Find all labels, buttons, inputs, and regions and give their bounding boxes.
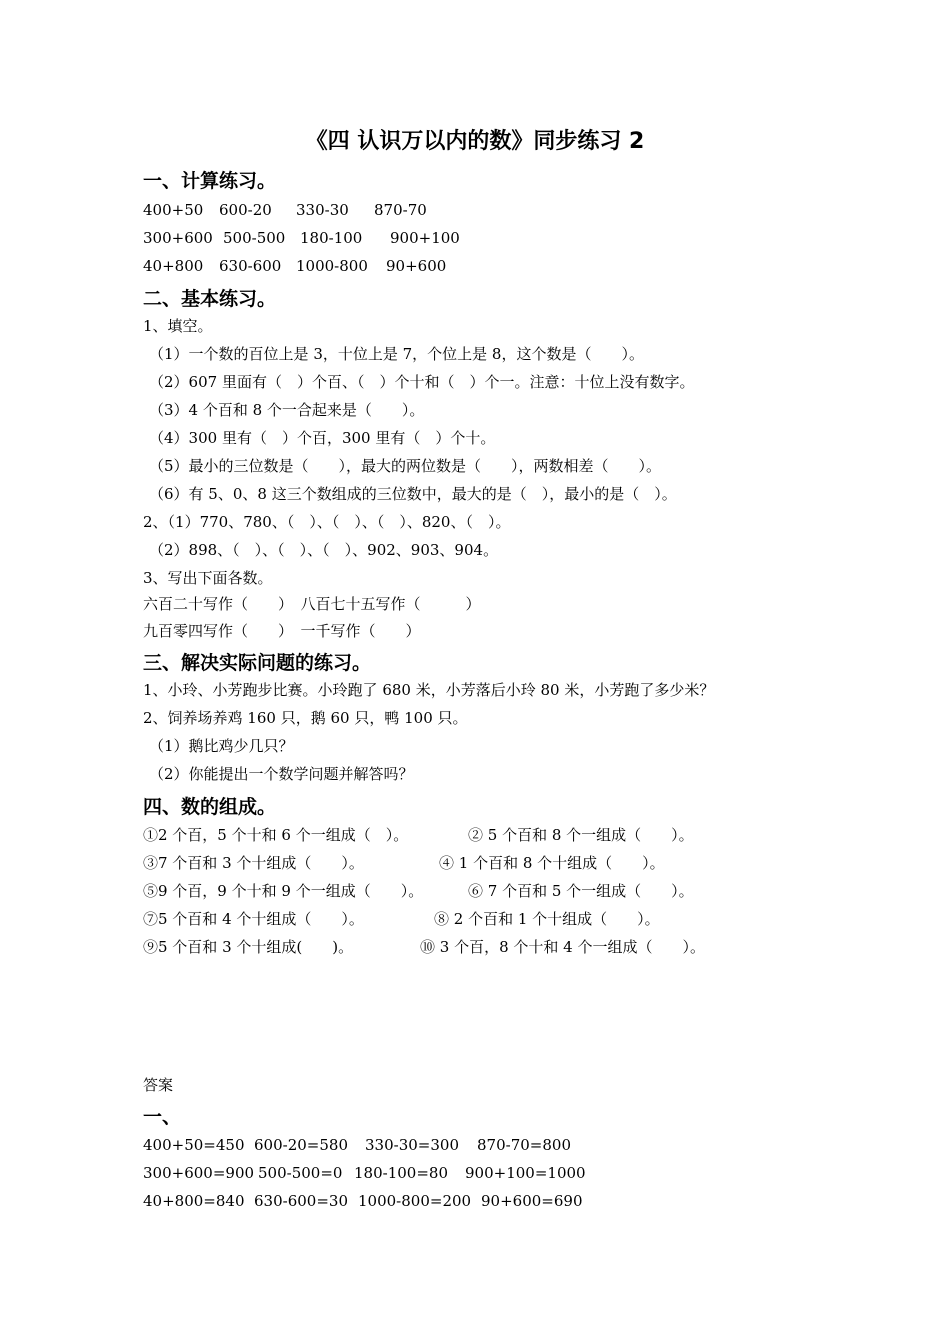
answer-item: 500-500=0 [258, 1164, 343, 1182]
answer-item: 90+600=690 [481, 1192, 583, 1210]
answer-item: 630-600=30 [254, 1192, 348, 1210]
calc-row-3 [143, 256, 446, 276]
fill-blank-item: （5）最小的三位数是（ ），最大的两位数是（ ），两数相差（ ）。 [149, 457, 662, 475]
answers-label: 答案 [143, 1076, 174, 1094]
calc-item: 1000-800 [296, 257, 368, 275]
calc-item: 400+50 [143, 201, 204, 219]
composition-item: ④ 1 个百和 8 个十组成（ ）。 [439, 854, 665, 872]
answer-row [143, 1191, 582, 1211]
answer-item: 180-100=80 [354, 1164, 448, 1182]
write-numbers-line-1: 六百二十写作（ ） 八百七十五写作（ ） [143, 595, 481, 613]
composition-row [143, 909, 660, 929]
answer-item: 330-30=300 [365, 1136, 459, 1154]
answer-item: 400+50=450 [143, 1136, 245, 1154]
calc-item: 900+100 [390, 229, 460, 247]
page-title: 《四 认识万以内的数》同步练习 2 [305, 129, 645, 154]
section-1-heading: 一、计算练习。 [143, 170, 277, 192]
sequence-line-1: 2、（1）770、780、（ ）、（ ）、（ ）、820、（ ）。 [143, 513, 511, 531]
answer-row [143, 1135, 571, 1155]
calc-row-2 [143, 228, 460, 248]
write-numbers-title: 3、写出下面各数。 [143, 569, 273, 587]
fill-blank-item: （2）607 里面有（ ）个百、（ ）个十和（ ）个一。注意：十位上没有数字。 [149, 373, 695, 391]
fill-blank-title: 1、填空。 [143, 317, 213, 335]
word-problem-line: 2、饲养场养鸡 160 只，鹅 60 只，鸭 100 只。 [143, 709, 468, 727]
fill-blank-item: （1）一个数的百位上是 3，十位上是 7，个位上是 8，这个数是（ ）。 [149, 345, 644, 363]
answer-item: 600-20=580 [254, 1136, 348, 1154]
composition-item: ⑨5 个百和 3 个十组成( )。 [143, 938, 354, 956]
answer-row [143, 1163, 586, 1183]
word-problem-line: 1、小玲、小芳跑步比赛。小玲跑了 680 米，小芳落后小玲 80 米，小芳跑了多少米？ [143, 681, 715, 699]
section-2-heading: 二、基本练习。 [143, 288, 277, 310]
answer-item: 900+100=1000 [465, 1164, 586, 1182]
word-problem-line: （2）你能提出一个数学问题并解答吗？ [149, 765, 414, 783]
answer-item: 40+800=840 [143, 1192, 245, 1210]
calc-item: 330-30 [296, 201, 349, 219]
answer-item: 870-70=800 [477, 1136, 571, 1154]
calc-item: 90+600 [386, 257, 447, 275]
fill-blank-item: （3）4 个百和 8 个一合起来是（ ）。 [149, 401, 425, 419]
answer-item: 1000-800=200 [358, 1192, 472, 1210]
composition-row [143, 881, 694, 901]
calc-item: 500-500 [223, 229, 286, 247]
composition-item: ② 5 个百和 8 个一组成（ ）。 [468, 826, 694, 844]
composition-item: ⑩ 3 个百，8 个十和 4 个一组成（ ）。 [420, 938, 705, 956]
answer-item: 300+600=900 [143, 1164, 255, 1182]
calc-item: 40+800 [143, 257, 204, 275]
write-numbers-line-2: 九百零四写作（ ） 一千写作（ ） [143, 622, 421, 640]
fill-blank-item: （6）有 5、0、8 这三个数组成的三位数中，最大的是（ ），最小的是（ ）。 [149, 485, 677, 503]
section-4-heading: 四、数的组成。 [143, 796, 277, 818]
word-problem-line: （1）鹅比鸡少几只？ [149, 737, 294, 755]
composition-row [143, 937, 705, 957]
sequence-line-2: （2）898、（ ）、（ ）、（ ）、902、903、904。 [149, 541, 499, 559]
calc-item: 870-70 [374, 201, 427, 219]
section-3-heading: 三、解决实际问题的练习。 [143, 652, 372, 674]
composition-item: ⑦5 个百和 4 个十组成（ ）。 [143, 910, 364, 928]
composition-item: ③7 个百和 3 个十组成（ ）。 [143, 854, 364, 872]
composition-item: ⑤9 个百，9 个十和 9 个一组成（ ）。 [143, 882, 424, 900]
calc-item: 630-600 [219, 257, 282, 275]
fill-blank-item: （4）300 里有（ ）个百，300 里有（ ）个十。 [149, 429, 496, 447]
composition-item: ①2 个百，5 个十和 6 个一组成（ ）。 [143, 826, 409, 844]
calc-row-1 [143, 200, 427, 220]
composition-row [143, 825, 694, 845]
calc-item: 600-20 [219, 201, 272, 219]
composition-item: ⑥ 7 个百和 5 个一组成（ ）。 [468, 882, 694, 900]
calc-item: 300+600 [143, 229, 213, 247]
composition-row [143, 853, 665, 873]
composition-item: ⑧ 2 个百和 1 个十组成（ ）。 [434, 910, 660, 928]
calc-item: 180-100 [300, 229, 363, 247]
answers-heading: 一、 [143, 1106, 182, 1128]
